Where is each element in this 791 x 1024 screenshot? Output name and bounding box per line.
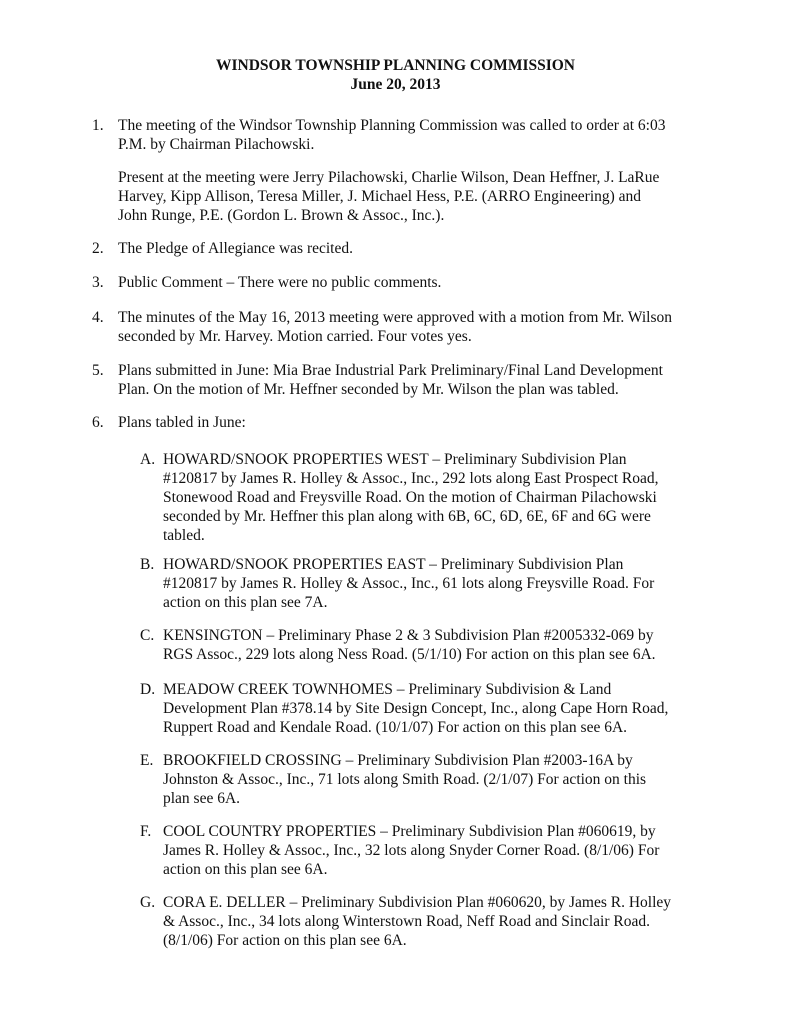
subitem-letter: B. [140, 556, 155, 573]
text-line: James R. Holley & Assoc., Inc., 32 lots along Snyder Corner Road. (8/1/06) For [163, 842, 660, 859]
subitem-letter: E. [140, 752, 154, 769]
text-line: Public Comment – There were no public comments. [118, 274, 442, 291]
attendance-text [118, 168, 678, 225]
text-line: BROOKFIELD CROSSING – Preliminary Subdivision Plan #2003-16A by [163, 752, 633, 769]
item-text [118, 239, 678, 258]
subitem-text [163, 751, 683, 808]
text-line: Development Plan #378.14 by Site Design Concept, Inc., along Cape Horn Road, [163, 700, 669, 717]
item-text [118, 308, 678, 346]
text-line: The meeting of the Windsor Township Planning Commission was called to order at 6:03 [118, 117, 666, 134]
item-number: 6. [92, 414, 104, 431]
text-line: Plan. On the motion of Mr. Heffner seconded by Mr. Wilson the plan was tabled. [118, 381, 619, 398]
subitem-text [163, 626, 683, 664]
text-line: #120817 by James R. Holley & Assoc., Inc., 61 lots along Freysville Road. For [163, 575, 655, 592]
subitem-text [163, 450, 683, 545]
subitem-letter: D. [140, 681, 156, 698]
text-line: Present at the meeting were Jerry Pilachowski, Charlie Wilson, Dean Heffner, J. LaRue [118, 169, 660, 186]
text-line: The Pledge of Allegiance was recited. [118, 240, 353, 257]
document-title: WINDSOR TOWNSHIP PLANNING COMMISSION [216, 57, 575, 74]
subitem-letter: F. [140, 823, 152, 840]
item-number: 5. [92, 362, 104, 379]
item-number: 4. [92, 309, 104, 326]
text-line: Harvey, Kipp Allison, Teresa Miller, J. Michael Hess, P.E. (ARRO Engineering) and [118, 188, 642, 205]
text-line: #120817 by James R. Holley & Assoc., Inc., 292 lots along East Prospect Road, [163, 470, 659, 487]
meeting-date: June 20, 2013 [350, 76, 441, 93]
item-number: 3. [92, 274, 104, 291]
item-number: 1. [92, 117, 104, 134]
text-line: KENSINGTON – Preliminary Phase 2 & 3 Subdivision Plan #2005332-069 by [163, 627, 654, 644]
subitem-letter: C. [140, 627, 155, 644]
text-line: Johnston & Assoc., Inc., 71 lots along Smith Road. (2/1/07) For action on this [163, 771, 647, 788]
text-line: Ruppert Road and Kendale Road. (10/1/07) For action on this plan see 6A. [163, 719, 628, 736]
text-line: HOWARD/SNOOK PROPERTIES EAST – Preliminary Subdivision Plan [163, 556, 624, 573]
item-text [118, 361, 678, 399]
text-line: Plans tabled in June: [118, 414, 246, 431]
text-line: & Assoc., Inc., 34 lots along Winterstown Road, Neff Road and Sinclair Road. [163, 913, 650, 930]
text-line: CORA E. DELLER – Preliminary Subdivision Plan #060620, by James R. Holley [163, 894, 672, 911]
text-line: Plans submitted in June: Mia Brae Industrial Park Preliminary/Final Land Development [118, 362, 663, 379]
text-line: RGS Assoc., 229 lots along Ness Road. (5/1/10) For action on this plan see 6A. [163, 646, 656, 663]
item-number: 2. [92, 240, 104, 257]
text-line: seconded by Mr. Heffner this plan along with 6B, 6C, 6D, 6E, 6F and 6G were [163, 508, 651, 525]
text-line: MEADOW CREEK TOWNHOMES – Preliminary Subdivision & Land [163, 681, 612, 698]
subitem-letter: G. [140, 894, 156, 911]
item-text [118, 116, 678, 154]
text-line: tabled. [163, 527, 205, 544]
text-line: P.M. by Chairman Pilachowski. [118, 136, 315, 153]
text-line: Stonewood Road and Freysville Road. On the motion of Chairman Pilachowski [163, 489, 657, 506]
item-text [118, 413, 678, 432]
text-line: action on this plan see 7A. [163, 594, 328, 611]
subitem-text [163, 555, 683, 612]
subitem-text [163, 822, 683, 879]
subitem-text [163, 680, 683, 737]
text-line: (8/1/06) For action on this plan see 6A. [163, 932, 407, 949]
subitem-letter: A. [140, 451, 156, 468]
text-line: action on this plan see 6A. [163, 861, 328, 878]
text-line: plan see 6A. [163, 790, 241, 807]
text-line: seconded by Mr. Harvey. Motion carried. Four votes yes. [118, 328, 472, 345]
text-line: The minutes of the May 16, 2013 meeting were approved with a motion from Mr. Wilson [118, 309, 672, 326]
text-line: HOWARD/SNOOK PROPERTIES WEST – Preliminary Subdivision Plan [163, 451, 627, 468]
text-line: COOL COUNTRY PROPERTIES – Preliminary Subdivision Plan #060619, by [163, 823, 656, 840]
item-text [118, 273, 678, 292]
text-line: John Runge, P.E. (Gordon L. Brown & Assoc., Inc.). [118, 207, 445, 224]
subitem-text [163, 893, 683, 950]
